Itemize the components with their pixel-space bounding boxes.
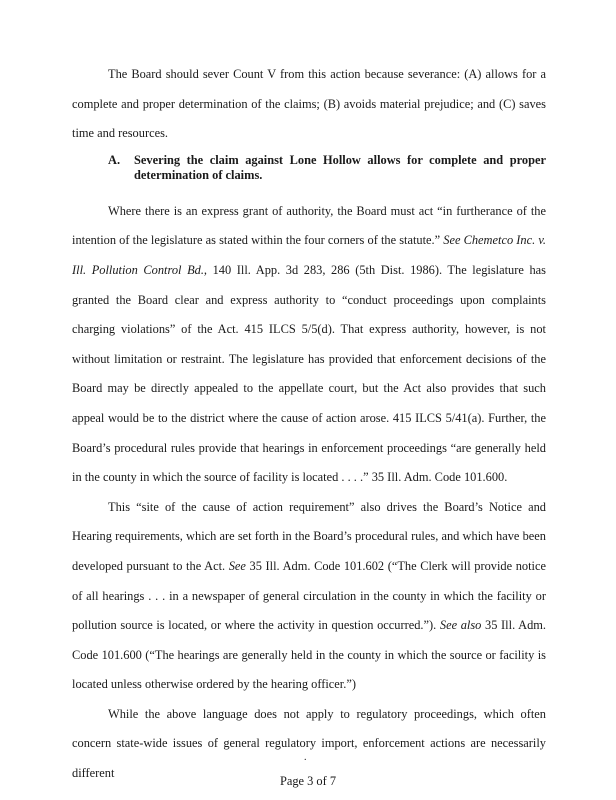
regulatory-paragraph: While the above language does not apply to regulatory proceedings, which often concern state-wide issues of general regulatory import, enforcement actions are necessarily different: [72, 706, 546, 781]
case-citation: See Chemetco Inc. v. Ill. Pollution Control Bd.,: [72, 233, 546, 277]
page-number: Page 3 of 7: [279, 774, 337, 788]
authority-paragraph: [72, 197, 546, 493]
authority-text-2: 140 Ill. App. 3d 283, 286 (5th Dist. 1986). The legislature has granted the Board clear and express authority to “conduct proceedings upon complaints charging violations” of the Act. 415 ILCS 5/5(d). That express authority, however, is not without limitation or restraint. The legislature has provided that enforcement decisions of the Board may be directly appealed to the appellate court, but the Act also provides that such appeal would be to the district where the cause of action arose. 415 ILCS 5/41(a). Further, the Board’s procedural rules provide that hearings in enforcement proceedings “are generally held in the county in which the source of facility is located . . . .” 35 Ill. Adm. Code 101.600.: [72, 262, 546, 485]
authority-text-1: Where there is an express grant of authority, the Board must act “in furtherance of the intention of the legislature as stated within the four corners of the statute.”: [72, 203, 546, 248]
section-heading: [108, 153, 546, 183]
notice-text-2: 35 Ill. Adm. Code 101.602 (“The Clerk will provide notice of all hearings . . . in a newspaper of general circulation in the county in which the facility or pollution source is located, or where the activity in question occurred.”).: [72, 558, 546, 633]
section-heading-text: Severing the claim against Lone Hollow allows for complete and proper determination of claims.: [134, 152, 546, 182]
notice-paragraph: [72, 493, 546, 700]
see-signal: See: [228, 558, 246, 573]
section-heading-letter: A.: [108, 152, 121, 167]
see-also-signal: See also: [439, 618, 482, 633]
notice-text-1: This “site of the cause of action requirement” also drives the Board’s Notice and Hearing requirements, which are set forth in the Board’s procedural rules, and which have been developed pursuant to the Act.: [72, 499, 546, 573]
intro-paragraph: The Board should sever Count V from this action because severance: (A) allows for a complete and proper determination of the claims; (B) avoids material prejudice; and (C) saves time and resources.: [72, 67, 546, 141]
document-body: [72, 60, 546, 789]
footer-mark: .: [304, 752, 307, 763]
notice-text-3: 35 Ill. Adm. Code 101.600 (“The hearings are generally held in the county in which the source or facility is located unless otherwise ordered by the hearing officer.”): [72, 618, 546, 692]
